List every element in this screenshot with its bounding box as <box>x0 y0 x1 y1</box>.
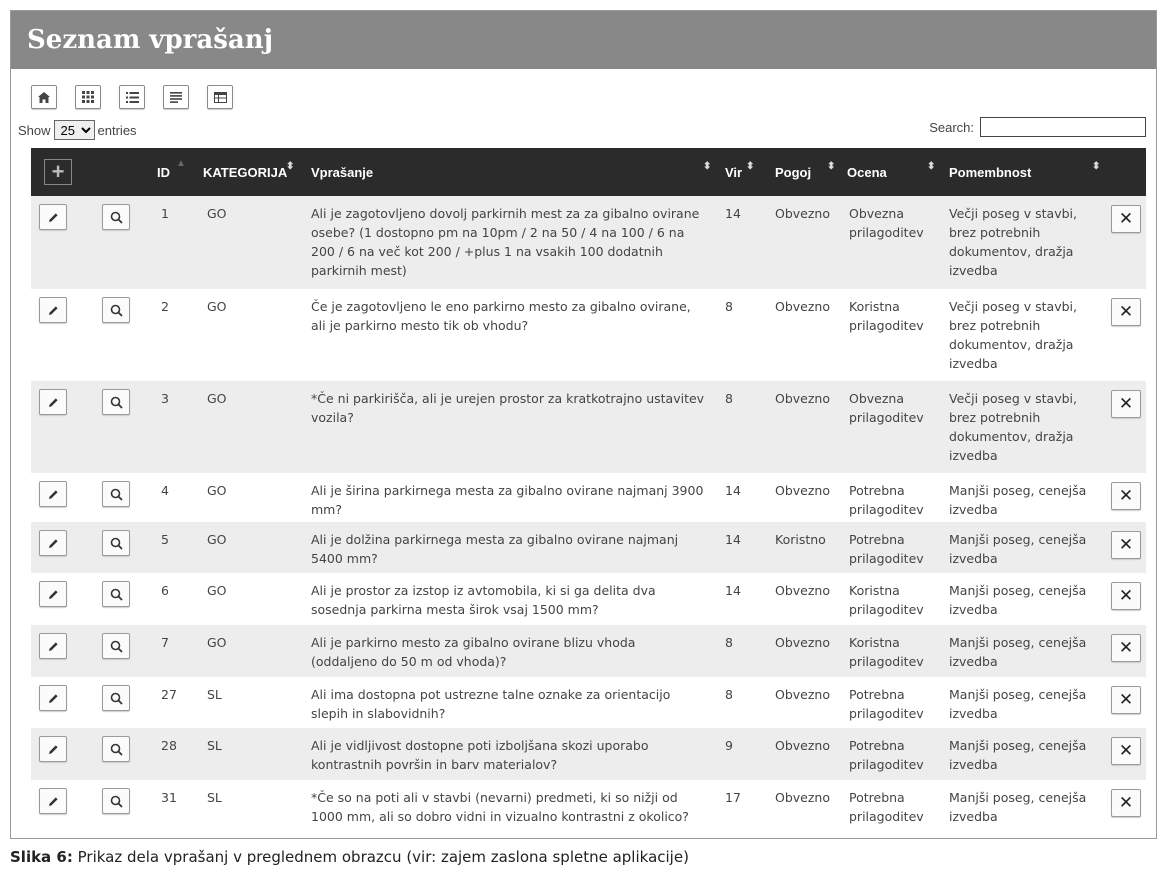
page-title: Seznam vprašanj <box>11 11 1156 69</box>
text-icon[interactable] <box>163 85 189 109</box>
sort-icon: ⬍ <box>746 161 755 172</box>
cell-pomembnost: Manjši poseg, cenejša izvedba <box>949 635 1087 669</box>
delete-button[interactable] <box>1111 298 1141 326</box>
close-icon: ✕ <box>1118 689 1134 710</box>
cell-kategorija: GO <box>207 635 227 650</box>
sort-icon: ⬍ <box>927 161 936 172</box>
view-button[interactable] <box>102 530 130 556</box>
pencil-icon <box>48 693 59 704</box>
cell-id: 28 <box>161 738 177 753</box>
pencil-icon <box>48 796 59 807</box>
cell-vprasanje: *Če so na poti ali v stavbi (nevarni) predmeti, ki so nižji od 1000 mm, ali so dobro vidni in vizualno kontrastni z okolico? <box>311 790 689 824</box>
edit-cell <box>31 728 93 780</box>
delete-button[interactable] <box>1111 531 1141 559</box>
cell-pomembnost: Manjši poseg, cenejša izvedba <box>949 790 1087 824</box>
cell-vir: 17 <box>725 790 741 805</box>
header-vir-label: Vir <box>725 164 743 180</box>
table-icon[interactable] <box>207 85 233 109</box>
magnifier-icon <box>110 588 123 601</box>
questions-table <box>31 148 1146 830</box>
cell-pogoj: Obvezno <box>775 687 830 702</box>
cell-ocena: Obvezna prilagoditev <box>849 206 924 240</box>
caption-label: Slika 6: <box>10 848 73 866</box>
pencil-icon <box>48 212 59 223</box>
view-button[interactable] <box>102 481 130 507</box>
delete-button[interactable] <box>1111 582 1141 610</box>
cell-pomembnost: Manjši poseg, cenejša izvedba <box>949 532 1087 566</box>
magnifier-icon <box>110 795 123 808</box>
cell-pogoj: Obvezno <box>775 391 830 406</box>
delete-button[interactable] <box>1111 634 1141 662</box>
cell-kategorija: GO <box>207 391 227 406</box>
close-icon: ✕ <box>1118 740 1134 761</box>
header-ocena[interactable] <box>847 148 949 196</box>
sort-icon: ⬍ <box>827 161 836 172</box>
view-button[interactable] <box>102 297 130 323</box>
close-icon: ✕ <box>1118 393 1134 414</box>
table-row <box>31 728 1146 780</box>
delete-cell <box>1111 780 1146 830</box>
grid-icon[interactable] <box>75 85 101 109</box>
cell-vir: 14 <box>725 532 741 547</box>
edit-button[interactable] <box>39 204 67 230</box>
delete-cell <box>1111 473 1146 522</box>
delete-cell <box>1111 522 1146 573</box>
cell-ocena: Potrebna prilagoditev <box>849 483 924 517</box>
header-empty <box>1111 148 1146 196</box>
cell-ocena: Obvezna prilagoditev <box>849 391 924 425</box>
cell-pomembnost: Večji poseg v stavbi, brez potrebnih dokumentov, dražja izvedba <box>949 391 1077 463</box>
cell-vprasanje: Ali je vidljivost dostopne poti izboljšana skozi uporabo kontrastnih površin in barv materialov? <box>311 738 649 772</box>
view-button[interactable] <box>102 633 130 659</box>
cell-pomembnost: Manjši poseg, cenejša izvedba <box>949 687 1087 721</box>
search-label: Search: <box>929 119 974 135</box>
table-header-row <box>31 148 1146 196</box>
cell-pogoj: Obvezno <box>775 635 830 650</box>
table-row <box>31 196 1146 289</box>
view-cell <box>93 728 157 780</box>
cell-pogoj: Obvezno <box>775 583 830 598</box>
entries-label: entries <box>97 122 137 138</box>
cell-kategorija: GO <box>207 299 227 314</box>
view-cell <box>93 522 157 573</box>
pencil-icon <box>48 538 59 549</box>
cell-kategorija: SL <box>207 687 222 702</box>
view-cell <box>93 289 157 381</box>
cell-vprasanje: Ali je dolžina parkirnega mesta za gibalno ovirane najmanj 5400 mm? <box>311 532 679 566</box>
view-cell <box>93 573 157 625</box>
table-row <box>31 522 1146 573</box>
close-icon: ✕ <box>1118 485 1134 506</box>
cell-id: 27 <box>161 687 177 702</box>
cell-vir: 14 <box>725 583 741 598</box>
header-id[interactable] <box>157 148 203 196</box>
edit-button[interactable] <box>39 736 67 762</box>
pencil-icon <box>48 744 59 755</box>
cell-vir: 8 <box>725 687 733 702</box>
cell-pogoj: Obvezno <box>775 483 830 498</box>
cell-vprasanje: Ali je zagotovljeno dovolj parkirnih mest za za gibalno ovirane osebe? (1 dostopno pm na 10pm / 2 na 50 / 4 na 100 / 6 na 200 / 6 na več kot 200 / +plus 1 na vsakih 100 dodatnih parkirnih mest) <box>311 206 700 278</box>
edit-button[interactable] <box>39 788 67 814</box>
caption-text: Prikaz dela vprašanj v preglednem obrazcu (vir: zajem zaslona spletne aplikacije) <box>77 848 689 866</box>
cell-id: 7 <box>161 635 169 650</box>
search-input[interactable] <box>980 117 1146 137</box>
edit-cell <box>31 289 93 381</box>
cell-pomembnost: Manjši poseg, cenejša izvedba <box>949 738 1087 772</box>
edit-cell <box>31 381 93 473</box>
close-icon: ✕ <box>1118 208 1134 229</box>
view-cell <box>93 473 157 522</box>
close-icon: ✕ <box>1118 585 1134 606</box>
cell-vir: 8 <box>725 299 733 314</box>
cell-kategorija: SL <box>207 738 222 753</box>
edit-button[interactable] <box>39 581 67 607</box>
edit-button[interactable] <box>39 297 67 323</box>
view-button[interactable] <box>102 581 130 607</box>
show-label: Show <box>18 122 51 138</box>
header-vprasanje-label: Vprašanje <box>311 164 374 180</box>
header-vir[interactable] <box>725 148 775 196</box>
close-icon: ✕ <box>1118 792 1134 813</box>
magnifier-icon <box>110 211 123 224</box>
pencil-icon <box>48 589 59 600</box>
edit-cell <box>31 473 93 522</box>
magnifier-icon <box>110 488 123 501</box>
cell-kategorija: GO <box>207 583 227 598</box>
delete-button[interactable] <box>1111 205 1141 233</box>
cell-kategorija: SL <box>207 790 222 805</box>
pencil-icon <box>48 489 59 500</box>
cell-vprasanje: Ali je parkirno mesto za gibalno ovirane blizu vhoda (oddaljeno do 50 m od vhoda)? <box>311 635 636 669</box>
cell-ocena: Koristna prilagoditev <box>849 635 924 669</box>
pencil-icon <box>48 305 59 316</box>
edit-cell <box>31 677 93 728</box>
header-kategorija[interactable] <box>203 148 311 196</box>
cell-vir: 8 <box>725 391 733 406</box>
view-button[interactable] <box>102 736 130 762</box>
cell-kategorija: GO <box>207 206 227 221</box>
cell-id: 3 <box>161 391 169 406</box>
close-icon: ✕ <box>1118 637 1134 658</box>
delete-cell <box>1111 677 1146 728</box>
view-button[interactable] <box>102 685 130 711</box>
header-ocena-label: Ocena <box>847 164 887 180</box>
edit-button[interactable] <box>39 633 67 659</box>
cell-id: 1 <box>161 206 169 221</box>
cell-vprasanje: Če je zagotovljeno le eno parkirno mesto za gibalno ovirane, ali je parkirno mesto tik ob vhodu? <box>311 299 691 333</box>
table-row <box>31 289 1146 381</box>
delete-cell <box>1111 381 1146 473</box>
page-length-select[interactable] <box>54 120 95 140</box>
header-id-label: ID <box>157 164 170 180</box>
pencil-icon <box>48 641 59 652</box>
cell-ocena: Koristna prilagoditev <box>849 299 924 333</box>
cell-vir: 8 <box>725 635 733 650</box>
edit-cell <box>31 522 93 573</box>
cell-pomembnost: Manjši poseg, cenejša izvedba <box>949 483 1087 517</box>
cell-vprasanje: *Če ni parkirišča, ali je urejen prostor za kratkotrajno ustavitev vozila? <box>311 391 705 425</box>
view-button[interactable] <box>102 788 130 814</box>
view-button[interactable] <box>102 389 130 415</box>
add-icon[interactable]: + <box>44 159 72 185</box>
cell-vprasanje: Ali je prostor za izstop iz avtomobila, ki si ga delita dva sosednja parkirna mesta širok vsaj 1500 mm? <box>311 583 656 617</box>
magnifier-icon <box>110 537 123 550</box>
cell-ocena: Potrebna prilagoditev <box>849 532 924 566</box>
edit-button[interactable] <box>39 481 67 507</box>
app-frame <box>10 10 1157 839</box>
delete-cell <box>1111 728 1146 780</box>
cell-pomembnost: Večji poseg v stavbi, brez potrebnih dokumentov, dražja izvedba <box>949 206 1077 278</box>
search-control <box>929 117 1146 137</box>
table-row <box>31 625 1146 677</box>
cell-ocena: Potrebna prilagoditev <box>849 687 924 721</box>
cell-vir: 14 <box>725 206 741 221</box>
edit-cell <box>31 780 93 830</box>
magnifier-icon <box>110 396 123 409</box>
table-row <box>31 381 1146 473</box>
cell-ocena: Koristna prilagoditev <box>849 583 924 617</box>
delete-cell <box>1111 196 1146 289</box>
cell-vprasanje: Ali je širina parkirnega mesta za gibalno ovirane najmanj 3900 mm? <box>311 483 704 517</box>
cell-vir: 14 <box>725 483 741 498</box>
edit-cell <box>31 573 93 625</box>
header-pomembnost[interactable] <box>949 148 1111 196</box>
header-add-cell <box>31 148 93 196</box>
cell-vir: 9 <box>725 738 733 753</box>
view-cell <box>93 780 157 830</box>
edit-button[interactable] <box>39 530 67 556</box>
edit-cell <box>31 625 93 677</box>
delete-cell <box>1111 573 1146 625</box>
close-icon: ✕ <box>1118 301 1134 322</box>
cell-pogoj: Obvezno <box>775 738 830 753</box>
view-cell <box>93 381 157 473</box>
delete-cell <box>1111 289 1146 381</box>
magnifier-icon <box>110 692 123 705</box>
cell-kategorija: GO <box>207 532 227 547</box>
header-pogoj-label: Pogoj <box>775 164 812 180</box>
sort-icon: ⬍ <box>286 161 295 172</box>
delete-cell <box>1111 625 1146 677</box>
cell-kategorija: GO <box>207 483 227 498</box>
edit-button[interactable] <box>39 389 67 415</box>
header-kategorija-label: KATEGORIJA <box>203 164 288 180</box>
cell-pomembnost: Manjši poseg, cenejša izvedba <box>949 583 1087 617</box>
view-cell <box>93 196 157 289</box>
delete-button[interactable] <box>1111 789 1141 817</box>
sort-icon: ⬍ <box>703 161 712 172</box>
home-icon[interactable] <box>31 85 57 109</box>
sort-icon: ⬍ <box>1092 161 1101 172</box>
table-row <box>31 677 1146 728</box>
cell-id: 31 <box>161 790 177 805</box>
questions-table-wrap <box>31 148 1146 830</box>
cell-vprasanje: Ali ima dostopna pot ustrezne talne oznake za orientacijo slepih in slabovidnih? <box>311 687 671 721</box>
cell-ocena: Potrebna prilagoditev <box>849 790 924 824</box>
header-pogoj[interactable] <box>775 148 847 196</box>
pencil-icon <box>48 397 59 408</box>
edit-button[interactable] <box>39 685 67 711</box>
magnifier-icon <box>110 640 123 653</box>
cell-pogoj: Obvezno <box>775 206 830 221</box>
header-empty <box>93 148 157 196</box>
toolbar <box>31 85 251 109</box>
magnifier-icon <box>110 304 123 317</box>
header-vprasanje[interactable] <box>311 148 725 196</box>
header-pomembnost-label: Pomembnost <box>949 164 1032 180</box>
magnifier-icon <box>110 743 123 756</box>
table-row <box>31 473 1146 522</box>
figure-caption <box>10 848 689 866</box>
page-length-control <box>18 120 137 140</box>
table-row <box>31 780 1146 830</box>
view-cell <box>93 625 157 677</box>
view-button[interactable] <box>102 204 130 230</box>
table-body <box>31 196 1146 830</box>
cell-pogoj: Koristno <box>775 532 826 547</box>
cell-id: 2 <box>161 299 169 314</box>
cell-id: 6 <box>161 583 169 598</box>
cell-id: 5 <box>161 532 169 547</box>
view-cell <box>93 677 157 728</box>
cell-pogoj: Obvezno <box>775 299 830 314</box>
cell-pomembnost: Večji poseg v stavbi, brez potrebnih dokumentov, dražja izvedba <box>949 299 1077 371</box>
delete-button[interactable] <box>1111 686 1141 714</box>
close-icon: ✕ <box>1118 534 1134 555</box>
list-icon[interactable] <box>119 85 145 109</box>
table-row <box>31 573 1146 625</box>
cell-pogoj: Obvezno <box>775 790 830 805</box>
cell-id: 4 <box>161 483 169 498</box>
delete-button[interactable] <box>1111 737 1141 765</box>
edit-cell <box>31 196 93 289</box>
delete-button[interactable] <box>1111 390 1141 418</box>
delete-button[interactable] <box>1111 482 1141 510</box>
cell-ocena: Potrebna prilagoditev <box>849 738 924 772</box>
sort-asc-icon: ▲ <box>176 158 186 169</box>
